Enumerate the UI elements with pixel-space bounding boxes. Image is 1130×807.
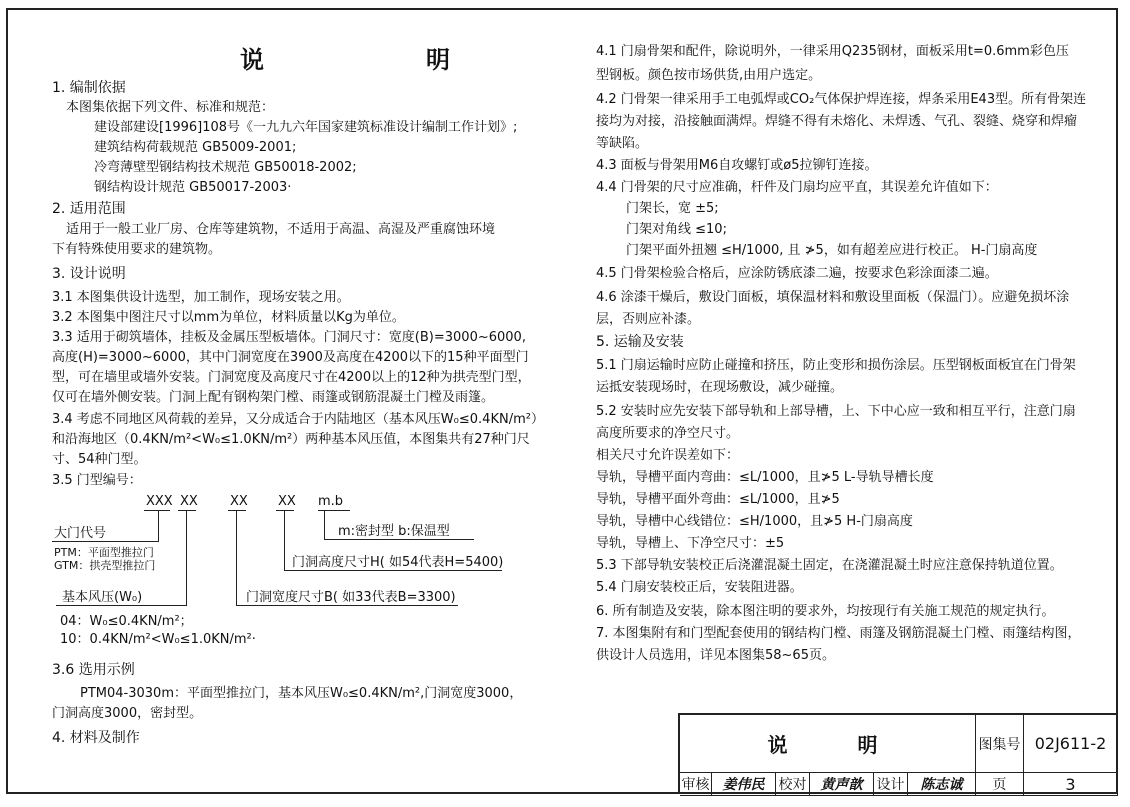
design-signature: 陈志诚 [908,773,976,796]
check-label: 校对 [776,773,810,796]
page-title: 说 明 [240,45,488,74]
para-3-2: 3.2 本图集中图注尺寸以mm为单位，材料质量以Kg为单位。 [52,310,405,325]
right-line: 运抵安装现场时，在现场敷设，减少碰撞。 [596,380,844,395]
right-line: 4.3 面板与骨架用M6自攻螺钉或ø5拉铆钉连接。 [596,158,878,173]
basis-item: 建设部建设[1996]108号《一九九六年国家建筑标准设计编制工作计划》; [94,120,518,135]
para-3-3: 3.3 适用于砌筑墙体，挂板及金属压型板墙体。门洞尺寸：宽度(B)=3000~6000, [52,330,526,345]
right-line: 5.1 门扇运输时应防止碰撞和挤压，防止变形和损伤涂层。压型钢板面板宜在门骨架 [596,358,1076,373]
right-line: 导轨，导槽平面内弯曲：≤L/1000，且≯5 L-导轨导槽长度 [596,470,934,485]
right-line: 4.2 门骨架一律采用手工电弧焊或CO₂气体保护焊连接，焊条采用E43型。所有骨架连 [596,92,1087,107]
para-3-3: 高度(H)=3000~6000，其中门洞宽度在3900及高度在4200以下的15种平面型门 [52,350,529,365]
page-label: 页 [976,773,1024,796]
atlas-number: 02J611-2 [1024,715,1118,773]
para-3-3: 型，可在墙里或墙外安装。门洞宽度及高度尺寸在4200以上的12种为拱壳型门型， [52,370,531,385]
right-line: 门架平面外扭翘 ≤H/1000, 且 ≯5，如有超差应进行校正。 H-门扇高度 [626,243,1038,258]
right-line: 5. 运输及安装 [596,334,684,350]
right-line: 等缺陷。 [596,136,649,151]
right-line: 门架长，宽 ±5; [626,201,719,216]
section-3-heading: 3. 设计说明 [52,266,126,282]
page-number: 3 [1024,773,1118,796]
section-2-heading: 2. 适用范围 [52,201,126,217]
basis-item: 建筑结构荷载规范 GB5009-2001; [94,140,297,155]
para-3-4: 3.4 考虑不同地区风荷载的差异，又分成适合于内陆地区（基本风压W₀≤0.4KN/m²） [52,412,544,427]
para-3-3: 仅可在墙外侧安装。门洞上配有钢构架门樘、雨篷或钢筋混凝土门樘及雨篷。 [52,390,495,405]
titleblock-name: 说 明 [680,715,976,773]
para-3-4: 寸、54种门型。 [52,452,147,467]
scope-line: 适用于一般工业厂房、仓库等建筑物，不适用于高温、高湿及严重腐蚀环境 [66,222,496,237]
review-signature: 姜伟民 [712,773,776,796]
code-xx-wind: XX [180,494,198,509]
example-line: 门洞高度3000，密封型。 [52,706,203,721]
right-line: 型钢板。颜色按市场供货,由用户选定。 [596,68,822,83]
mb-desc: m:密封型 b:保温型 [338,524,450,539]
right-line: 4.5 门骨架检验合格后，应涂防锈底漆二遍，按要求色彩涂面漆二遍。 [596,266,998,281]
code-xxx: XXX [146,494,173,509]
right-line: 4.1 门扇骨架和配件，除说明外，一律采用Q235钢材，面板采用t=0.6mm彩色压 [596,44,1069,59]
section-4-heading: 4. 材料及制作 [52,730,140,746]
review-label: 审核 [680,773,712,796]
right-line: 5.4 门扇安装校正后，安装阻进器。 [596,580,803,595]
right-line: 高度所要求的净空尺寸。 [596,426,740,441]
right-line: 4.6 涂漆干燥后，敷设门面板，填保温材料和敷设里面板（保温门）。应避免损坏涂 [596,290,1070,305]
right-line: 导轨，导槽平面外弯曲：≤L/1000，且≯5 [596,492,840,507]
right-line: 层，否则应补漆。 [596,312,701,327]
example-line: PTM04-3030m：平面型推拉门，基本风压W₀≤0.4KN/m²,门洞宽度3000， [80,686,523,701]
title-block [678,713,1118,794]
wind-label: 基本风压(W₀) [62,590,143,605]
right-line: 导轨，导槽中心线错位：≤H/1000，且≯5 H-门扇高度 [596,514,913,529]
right-line: 7. 本图集附有和门型配套使用的钢结构门樘、雨篷及钢筋混凝土门樘、雨篷结构图， [596,626,1081,641]
right-line: 接均为对接，沿接触面满焊。焊缝不得有未熔化、未焊透、气孔、裂缝、烧穿和焊瘤 [596,114,1078,129]
para-3-1: 3.1 本图集供设计选型，加工制作，现场安装之用。 [52,290,350,305]
para-3-5: 3.5 门型编号： [52,473,142,488]
section-1-heading: 1. 编制依据 [52,80,126,96]
basis-item: 冷弯薄壁型钢结构技术规范 GB50018-2002; [94,160,357,175]
wind-10: 10：0.4KN/m²<W₀≤1.0KN/m²· [60,632,256,647]
code-xx-height: XX [278,494,296,509]
door-code-label: 大门代号 [54,526,107,541]
right-line: 供设计人员选用，详见本图集58~65页。 [596,648,835,663]
code-mb: m.b [318,494,344,509]
right-line: 门架对角线 ≤10; [626,222,727,237]
code-xx-width: XX [230,494,248,509]
right-line: 导轨，导槽上、下净空尺寸：±5 [596,536,785,551]
right-line: 相关尺寸允许误差如下： [596,448,740,463]
right-line: 5.3 下部导轨安装校正后浇灌混凝土固定，在浇灌混凝土时应注意保持轨道位置。 [596,558,1063,573]
atlas-label: 图集号 [976,715,1024,773]
section-1-intro: 本图集依据下列文件、标准和规范： [66,100,275,115]
design-label: 设计 [874,773,908,796]
right-line: 6. 所有制造及安装，除本图注明的要求外，均按现行有关施工规范的规定执行。 [596,604,1055,619]
scope-line: 下有特殊使用要求的建筑物。 [52,242,222,257]
check-signature: 黄声歆 [810,773,874,796]
wind-04: 04：W₀≤0.4KN/m²； [60,614,193,629]
para-3-4: 和沿海地区（0.4KN/m²<W₀≤1.0KN/m²）两种基本风压值，本图集共有27种门尺 [52,432,530,447]
basis-item: 钢结构设计规范 GB50017-2003· [94,180,292,195]
width-desc: 门洞宽度尺寸B( 如33代表B=3300) [246,590,456,605]
right-line: 5.2 安装时应先安装下部导轨和上部导槽，上、下中心应一致和相互平行，注意门扇 [596,404,1076,419]
gtm-label: GTM：拱壳型推拉门 [54,559,156,572]
height-desc: 门洞高度尺寸H( 如54代表H=5400) [292,555,504,570]
right-line: 4.4 门骨架的尺寸应准确，杆件及门扇均应平直，其误差允许值如下： [596,180,998,195]
ptm-label: PTM：平面型推拉门 [54,546,154,559]
para-3-6: 3.6 选用示例 [52,662,135,678]
